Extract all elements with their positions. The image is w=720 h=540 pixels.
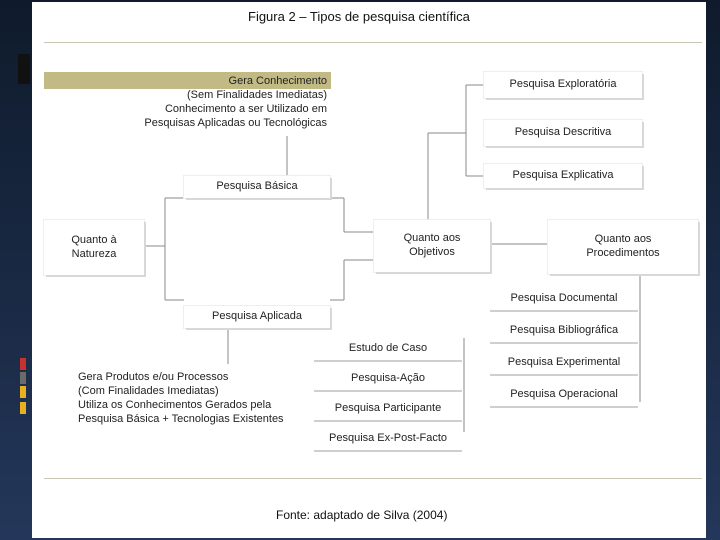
note-line: Gera Conhecimento: [228, 75, 327, 87]
procedimentos-box: [548, 220, 698, 274]
note-line: Gera Produtos e/ou Processos: [78, 371, 229, 383]
procedimento-item: Pesquisa Documental: [490, 288, 638, 312]
objetivo-item: Pesquisa Descritiva: [484, 120, 642, 146]
objetivo-item: Pesquisa Explicativa: [484, 164, 642, 188]
natureza-label: Quanto à: [71, 233, 117, 246]
procedimento-item: Pesquisa Operacional: [490, 384, 638, 408]
note-line: Pesquisa Básica + Tecnologias Existentes: [78, 413, 284, 425]
natureza-box: [44, 220, 144, 275]
procedimentos-label: Procedimentos: [586, 247, 660, 259]
figure-source: Fonte: adaptado de Silva (2004): [276, 508, 448, 522]
procedimento-item: Estudo de Caso: [314, 338, 462, 362]
slide: [32, 2, 706, 538]
decor-red-square: [20, 358, 26, 370]
note-line: Utiliza os Conhecimentos Gerados pela: [78, 399, 272, 411]
decor-yellow-square: [20, 386, 26, 398]
decor-gray-square: [20, 372, 26, 384]
procedimento-item: Pesquisa Bibliográfica: [490, 320, 638, 344]
pesquisa-basica-box: Pesquisa Básica: [184, 176, 330, 198]
objetivos-box: [374, 220, 490, 272]
note-line: (Sem Finalidades Imediatas): [186, 89, 327, 101]
natureza-label: Natureza: [71, 247, 117, 260]
procedimento-item: Pesquisa Ex-Post-Facto: [314, 428, 462, 452]
decor-black-bar: [18, 54, 30, 84]
basica-note: [122, 74, 327, 130]
aplicada-note: [78, 370, 284, 426]
note-line: (Com Finalidades Imediatas): [78, 385, 219, 397]
pesquisa-aplicada-box: Pesquisa Aplicada: [184, 306, 330, 328]
note-line: Pesquisas Aplicadas ou Tecnológicas: [144, 117, 327, 129]
procedimento-item: Pesquisa Participante: [314, 398, 462, 422]
objetivos-label: Objetivos: [409, 246, 455, 258]
procedimento-item: Pesquisa-Ação: [314, 368, 462, 392]
objetivo-item: Pesquisa Exploratória: [484, 72, 642, 98]
note-line: Conhecimento a ser Utilizado em: [164, 103, 327, 115]
procedimento-item: Pesquisa Experimental: [490, 352, 638, 376]
decor-yellow-square: [20, 402, 26, 414]
figure-title: Figura 2 – Tipos de pesquisa científica: [248, 9, 470, 24]
objetivos-label: Quanto aos: [403, 232, 461, 245]
procedimentos-label: Quanto aos: [594, 233, 652, 246]
